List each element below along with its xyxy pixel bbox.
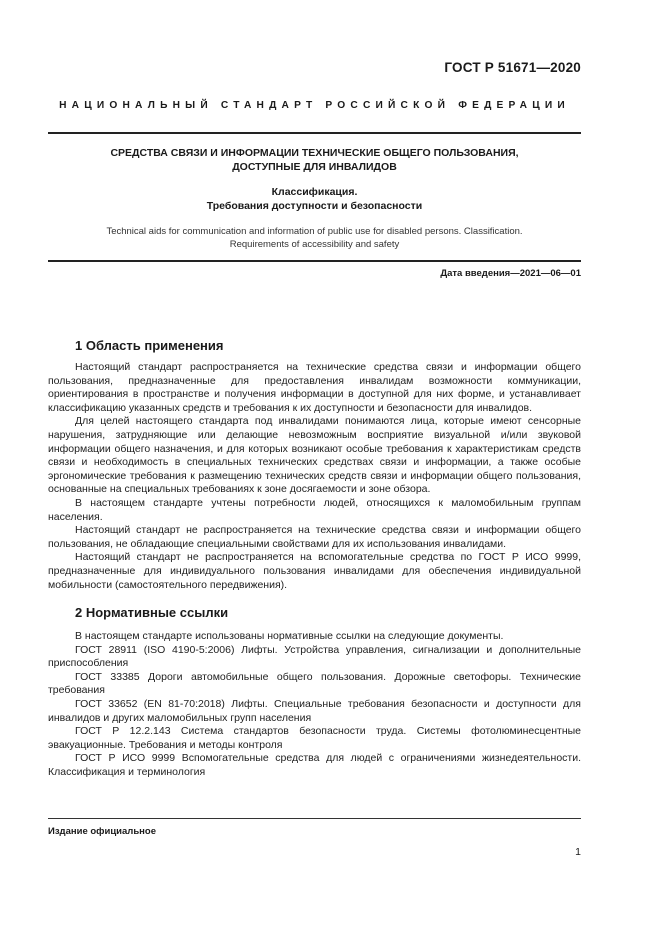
section-2-paragraph: ГОСТ Р ИСО 9999 Вспомогательные средства для людей с ограничениями жизнедеятельности. Классификация и терминология <box>48 752 581 778</box>
page-number: 1 <box>575 846 581 858</box>
introduction-date: Дата введения—2021—06—01 <box>440 268 581 279</box>
section-1-paragraph: В настоящем стандарте учтены потребности людей, относящихся к маломобильным группам населения. <box>48 496 581 523</box>
section-1-paragraph: Настоящий стандарт не распространяется на технические средства связи и информации общего пользования, не обладающие специальными свойствами для их использования инвалидами. <box>48 524 581 550</box>
section-1-paragraph: Настоящий стандарт распространяется на технические средства связи и информации общего пользования, предназначенные для предоставления инвалидам возможности коммуникации, ориентирования в пространстве и получения информации в доступной для них форме, и устанавливает классификацию указанных средств и требования к их доступности и безопасности для инвалидов. <box>48 361 581 414</box>
section-2-paragraph: ГОСТ 28911 (ISO 4190-5:2006) Лифты. Устройства управления, сигнализации и дополнительные приспособления <box>48 643 581 670</box>
english-title-line-2: Requirements of accessibility and safety <box>229 239 400 250</box>
standard-title: НАЦИОНАЛЬНЫЙ СТАНДАРТ РОССИЙСКОЙ ФЕДЕРАЦИИ <box>59 100 570 111</box>
section-2-body <box>48 630 581 780</box>
english-title-line-1: Technical aids for communication and information of public use for disabled persons. Classification. <box>106 226 523 237</box>
section-2-paragraph: В настоящем стандарте использованы нормативные ссылки на следующие документы. <box>75 630 504 642</box>
section-2-heading: 2 Нормативные ссылки <box>75 605 229 620</box>
section-1-heading: 1 Область применения <box>75 338 224 353</box>
document-title-line-2: ДОСТУПНЫЕ ДЛЯ ИНВАЛИДОВ <box>232 161 397 173</box>
document-subtitle-line-1: Классификация. <box>271 186 358 198</box>
section-2-paragraph: ГОСТ 33652 (EN 81-70:2018) Лифты. Специальные требования безопасности и доступности для инвалидов и других маломобильных групп населения <box>48 697 581 724</box>
document-subtitle-line-2: Требования доступности и безопасности <box>206 200 423 212</box>
section-2-paragraph: ГОСТ 33385 Дороги автомобильные общего пользования. Дорожные светофоры. Технические требования <box>48 670 581 697</box>
section-1-body <box>48 361 581 592</box>
document-subtitle <box>48 185 581 213</box>
title-divider-bottom <box>48 260 581 262</box>
document-title-line-1: СРЕДСТВА СВЯЗИ И ИНФОРМАЦИИ ТЕХНИЧЕСКИЕ ОБЩЕГО ПОЛЬЗОВАНИЯ, <box>110 147 519 159</box>
document-code: ГОСТ Р 51671—2020 <box>444 60 581 75</box>
title-divider-top <box>48 132 581 134</box>
footer-divider <box>48 818 581 819</box>
document-title <box>48 146 581 174</box>
section-1-paragraph: Настоящий стандарт не распространяется на вспомогательные средства по ГОСТ Р ИСО 9999, предназначенные для индивидуального пользования инвалидами для обеспечения индивидуальной мобильности (самостоятельного передвижения). <box>48 551 581 591</box>
english-title <box>48 225 581 251</box>
section-1-paragraph: Для целей настоящего стандарта под инвалидами понимаются лица, которые имеют сенсорные нарушения, затрудняющие или делающие невозможным восприятие визуальной и/или звуковой информации общего назначения, и для которых возникают особые требования к характеристикам средств связи и необходимость в специальных технических средствах связи и информации, а также особые эргономические требования к размещению технических средств связи и информации общего пользования, основанные на специальных требованиях к зоне досягаемости и зоне обзора. <box>48 415 581 496</box>
edition-label: Издание официальное <box>48 826 156 837</box>
section-2-paragraph: ГОСТ Р 12.2.143 Система стандартов безопасности труда. Системы фотолюминесцентные эвакуационные. Требования и методы контроля <box>48 725 581 751</box>
